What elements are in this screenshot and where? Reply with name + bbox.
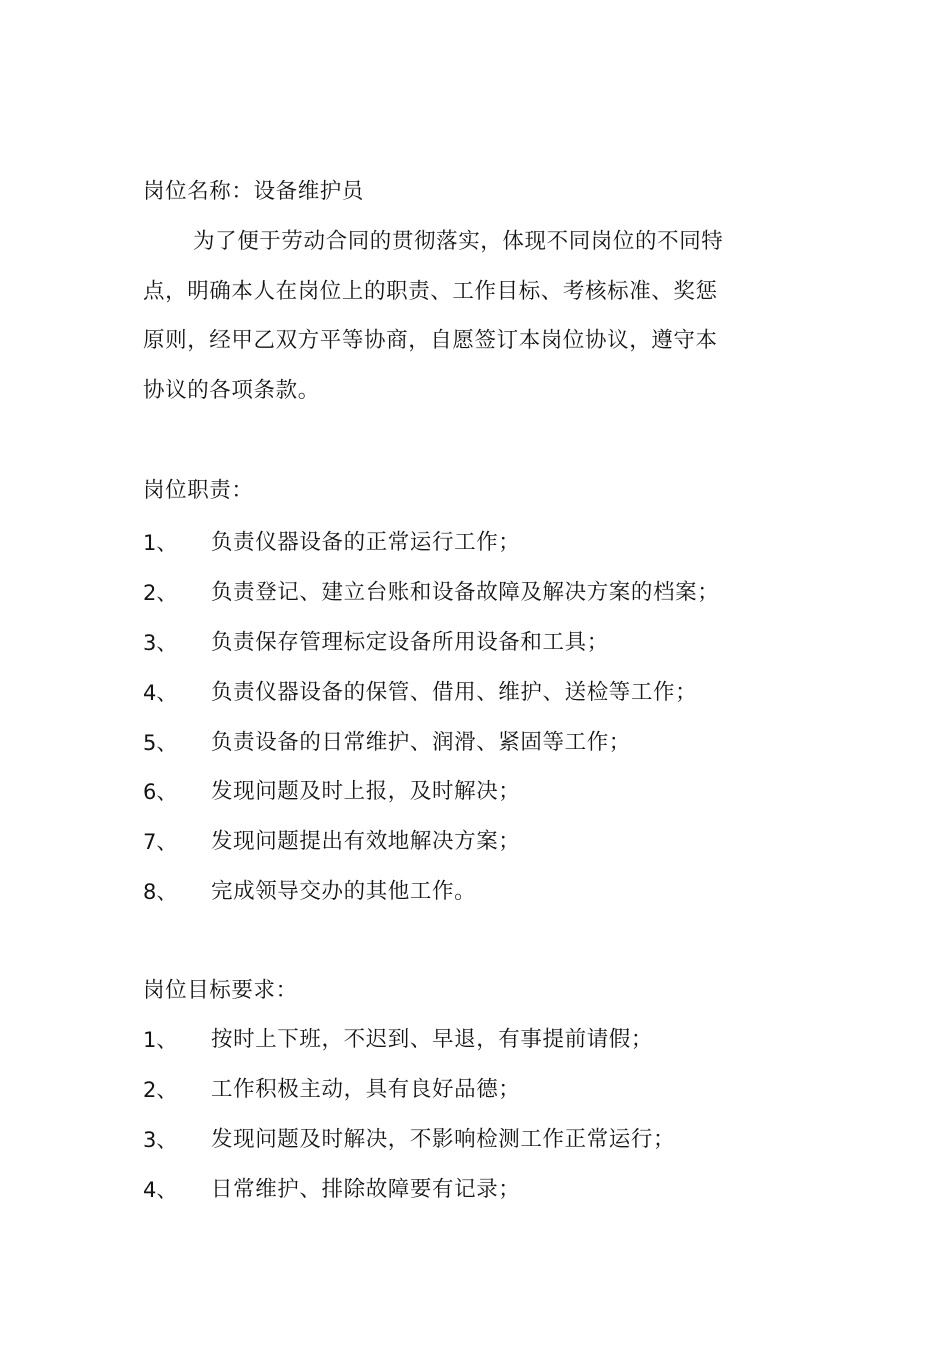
goal-item: 发现问题及时解决，不影响检测工作正常运行； [211,1127,676,1152]
duty-number: 1、 [143,531,178,555]
duty-number: 8、 [143,880,178,904]
goal-item: 日常维护、排除故障要有记录； [211,1177,521,1202]
intro-line-2: 点，明确本人在岗位上的职责、工作目标、考核标准、奖惩 [143,279,718,304]
duty-number: 3、 [143,631,178,655]
goal-number: 2、 [143,1078,178,1102]
goal-item: 工作积极主动，具有良好品德； [211,1077,521,1102]
intro-line-1: 为了便于劳动合同的贯彻落实，体现不同岗位的不同特 [193,229,724,254]
duty-number: 7、 [143,830,178,854]
goal-number: 3、 [143,1128,178,1152]
duty-number: 5、 [143,731,178,755]
duty-item: 负责仪器设备的正常运行工作； [211,530,521,555]
duty-number: 6、 [143,780,178,804]
goal-item: 按时上下班，不迟到、早退，有事提前请假； [211,1027,654,1052]
duties-heading: 岗位职责： [143,478,254,503]
duty-item: 完成领导交办的其他工作。 [211,879,477,904]
job-title: 岗位名称：设备维护员 [143,179,365,204]
duty-item: 负责保存管理标定设备所用设备和工具； [211,630,609,655]
duty-item: 负责仪器设备的保管、借用、维护、送检等工作； [211,680,698,705]
goals-heading: 岗位目标要求： [143,978,298,1003]
intro-line-4: 协议的各项条款。 [143,378,320,403]
duty-number: 2、 [143,581,178,605]
intro-line-3: 原则，经甲乙双方平等协商，自愿签订本岗位协议，遵守本 [143,328,718,353]
duty-item: 负责登记、建立台账和设备故障及解决方案的档案； [211,580,720,605]
goal-number: 4、 [143,1178,178,1202]
duty-item: 负责设备的日常维护、润滑、紧固等工作； [211,730,631,755]
duty-item: 发现问题及时上报，及时解决； [211,779,521,804]
duty-number: 4、 [143,681,178,705]
duty-item: 发现问题提出有效地解决方案； [211,829,521,854]
goal-number: 1、 [143,1028,178,1052]
